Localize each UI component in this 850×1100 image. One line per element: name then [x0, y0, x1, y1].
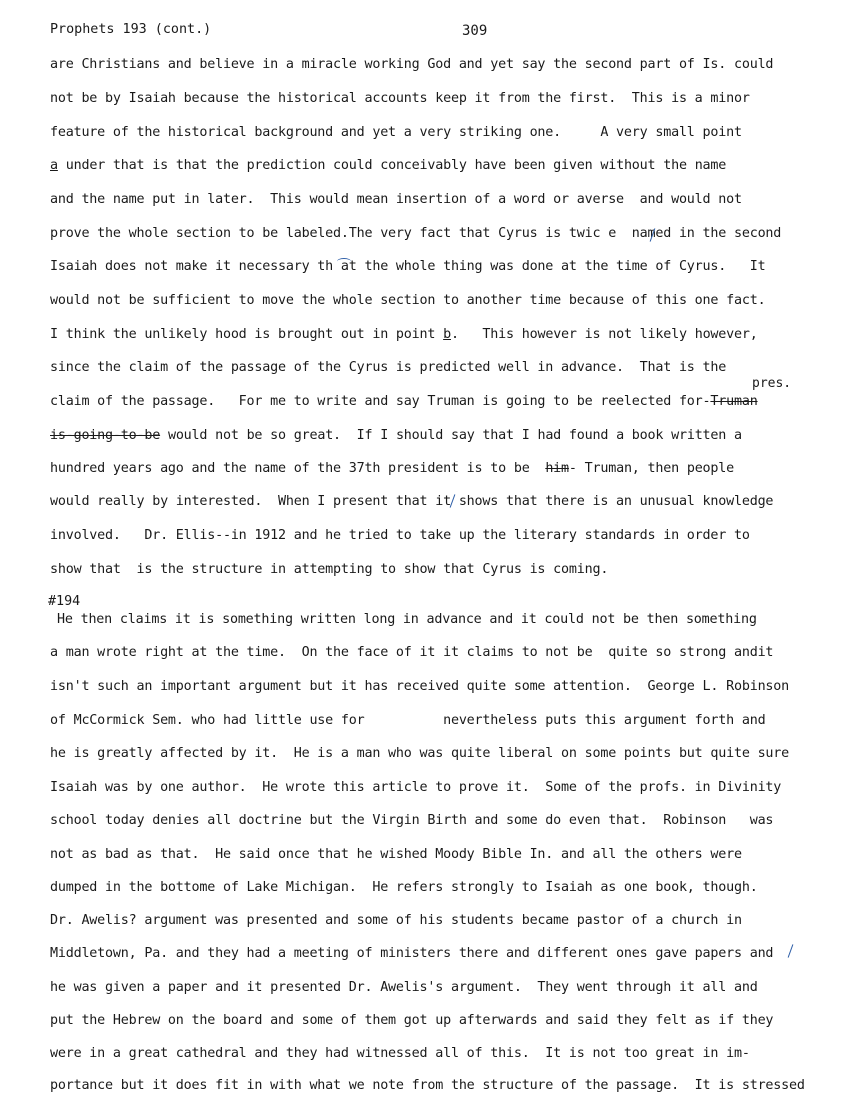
text-line-with-mark: [50, 158, 726, 174]
text-line: He then claims it is something written long in advance and it could not be then something: [57, 612, 757, 627]
pen-correction-arc: [337, 258, 351, 265]
text-line-content: under that is that the prediction could conceivably have been given without the name: [65, 158, 727, 173]
text-line: involved. Dr. Ellis--in 1912 and he tried to take up the literary standards in order to: [50, 528, 750, 543]
text-line-strike: [50, 394, 758, 410]
text-line: since the claim of the passage of the Cyrus is predicted well in advance. That is the: [50, 360, 727, 375]
text-line: prove the whole section to be labeled.The very fact that Cyrus is twic e named in the second: [50, 226, 782, 241]
text-line: of McCormick Sem. who had little use for nevertheless puts this argument forth and: [50, 713, 766, 728]
text-line: Isaiah does not make it necessary th at the whole thing was done at the time of Cyrus. It: [50, 259, 766, 274]
struck-phrase: is-going-to-be: [50, 428, 161, 443]
text-line: not be by Isaiah because the historical accounts keep it from the first. This is a minor: [50, 91, 750, 106]
text-line: are Christians and believe in a miracle working God and yet say the second part of Is. could: [50, 57, 774, 72]
text-line-point-b: [50, 327, 758, 343]
section-marker: #194: [48, 594, 81, 609]
superscript-insertion: pres.: [752, 376, 792, 391]
text-line-content: I think the unlikely hood is brought out in point: [50, 327, 436, 342]
text-line-strike: [50, 428, 742, 444]
text-line-content: claim of the passage. For me to write and say Truman is going to be reelected for-: [50, 394, 711, 409]
text-line: dumped in the bottome of Lake Michigan. He refers strongly to Isaiah as one book, though.: [50, 880, 758, 895]
text-line: he is greatly affected by it. He is a man who was quite liberal on some points but quite sure: [50, 746, 790, 761]
text-line: isn't such an important argument but it has received quite some attention. George L. Robinson: [50, 679, 790, 694]
text-line: show that is the structure in attempting to show that Cyrus is coming.: [50, 562, 609, 577]
text-line: put the Hebrew on the board and some of them got up afterwards and said they felt as if they: [50, 1013, 774, 1028]
text-line: portance but it does fit in with what we note from the structure of the passage. It is stressed: [50, 1078, 805, 1093]
point-a-mark: a: [50, 158, 58, 173]
text-line-tail: . This however is not likely however,: [450, 327, 758, 342]
text-line: Isaiah was by one author. He wrote this article to prove it. Some of the profs. in Divinity: [50, 780, 782, 795]
text-line-content: would not be so great. If I should say that I had found a book written a: [167, 428, 742, 443]
text-line: and the name put in later. This would mean insertion of a word or averse and would not: [50, 192, 742, 207]
text-line: school today denies all doctrine but the Virgin Birth and some do even that. Robinson was: [50, 813, 774, 828]
text-line: were in a great cathedral and they had witnessed all of this. It is not too great in im-: [50, 1046, 750, 1061]
page-number: 309: [462, 23, 488, 39]
text-line: a man wrote right at the time. On the face of it it claims to not be quite so strong andit: [50, 645, 774, 660]
struck-word: him: [545, 461, 569, 476]
text-line-tail: - Truman, then people: [568, 461, 735, 476]
struck-word: Truman: [710, 394, 758, 409]
text-line: he was given a paper and it presented Dr. Awelis's argument. They went through it all and: [50, 980, 758, 995]
text-line-strike: [50, 461, 734, 477]
point-b-mark: b: [443, 327, 451, 342]
page-header-title: Prophets 193 (cont.): [50, 22, 212, 37]
text-line: Middletown, Pa. and they had a meeting of ministers there and different ones gave papers and: [50, 946, 774, 961]
text-line: would not be sufficient to move the whole section to another time because of this one fact.: [50, 293, 766, 308]
text-line-content: hundred years ago and the name of the 37th president is to be: [50, 461, 530, 476]
text-line: feature of the historical background and yet a very striking one. A very small point: [50, 125, 742, 140]
text-line: Dr. Awelis? argument was presented and some of his students became pastor of a church in: [50, 913, 742, 928]
text-line: would really by interested. When I present that it shows that there is an unusual knowledge: [50, 494, 774, 509]
text-line: not as bad as that. He said once that he wished Moody Bible In. and all the others were: [50, 847, 742, 862]
pen-correction-mark: [788, 944, 794, 957]
